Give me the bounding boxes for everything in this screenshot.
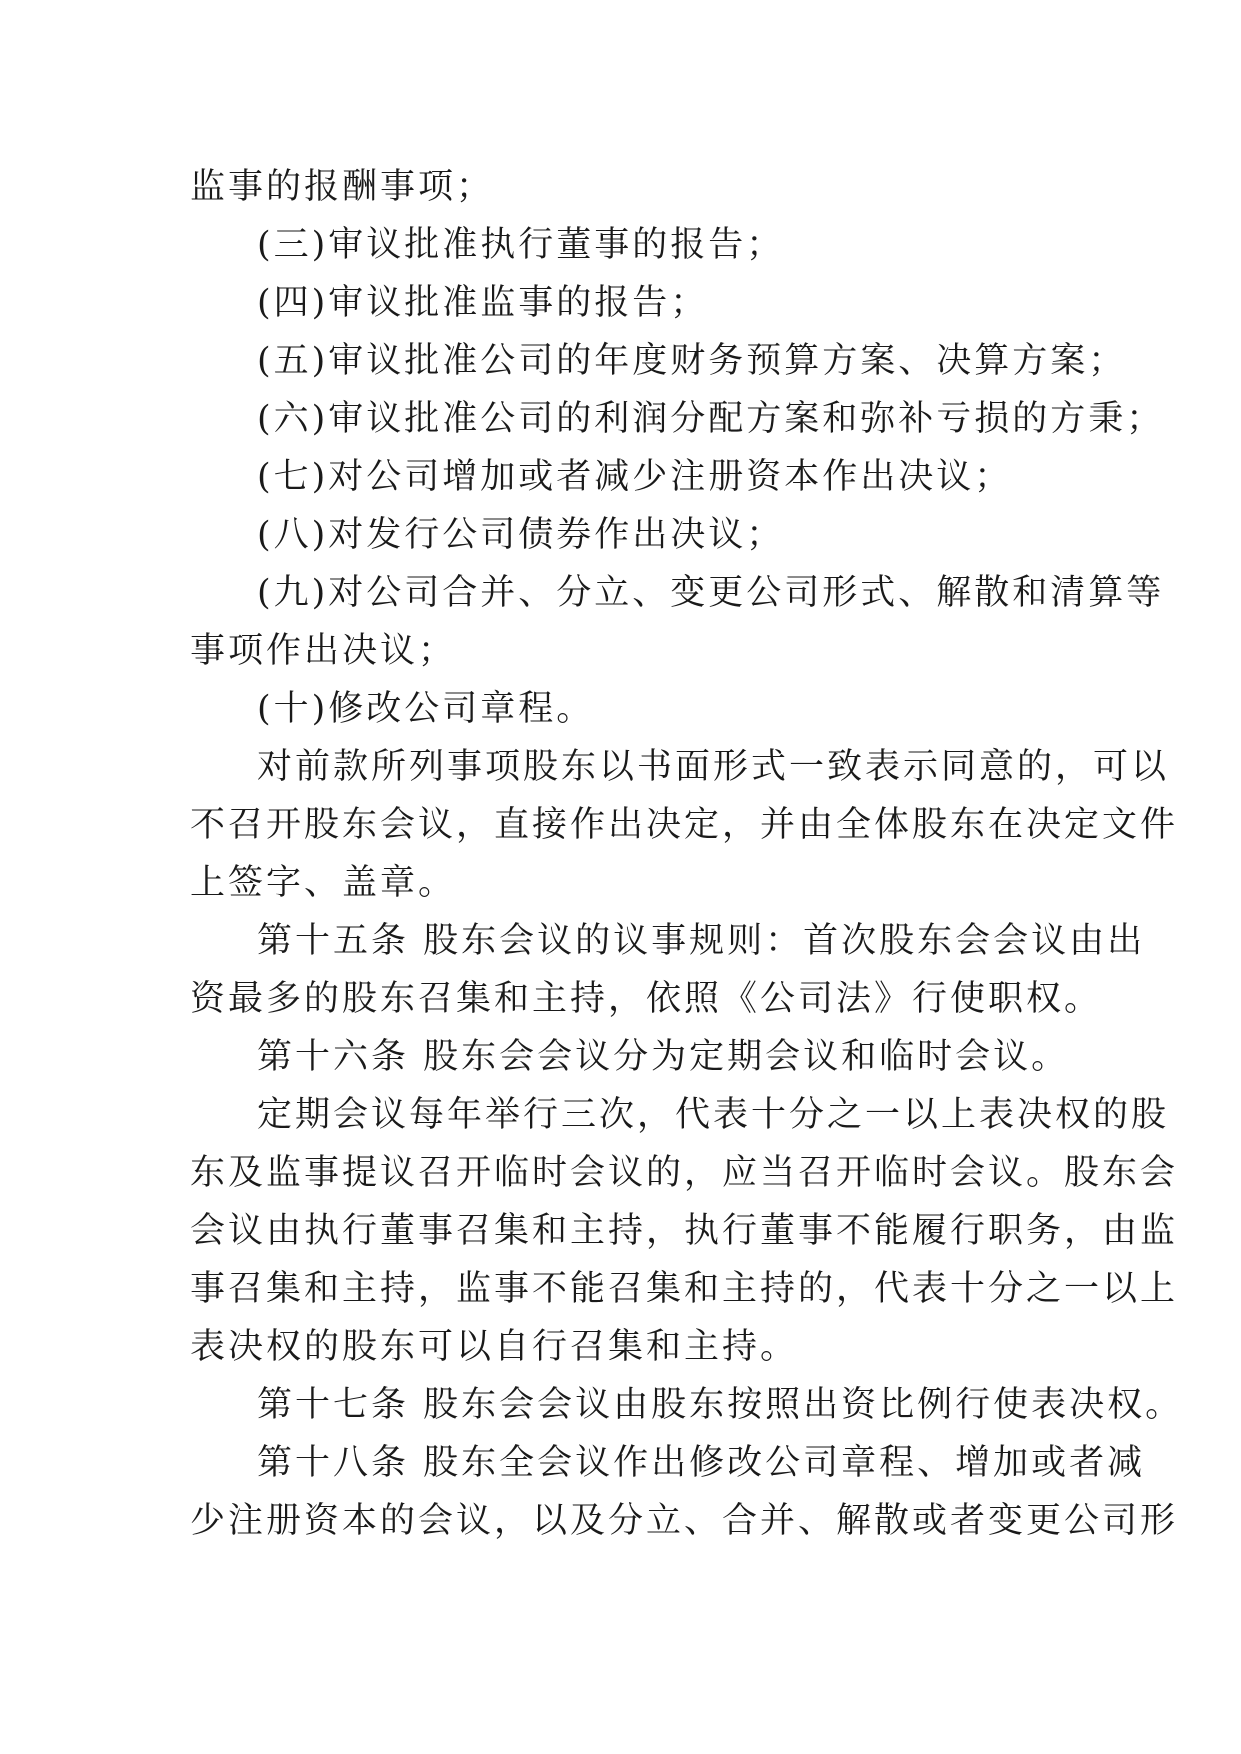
text-line: 监事的报酬事项；	[190, 167, 495, 207]
article-17: 第十七条 股东会会议由股东按照出资比例行使表决权。	[257, 1385, 1184, 1425]
list-item-6: (六)审议批准公司的利润分配方案和弥补亏损的方秉；	[257, 399, 1165, 439]
paragraph-line: 定期会议每年举行三次，代表十分之一以上表决权的股	[257, 1095, 1170, 1135]
text-line: 表决权的股东可以自行召集和主持。	[190, 1327, 799, 1367]
list-item-7: (七)对公司增加或者减少注册资本作出决议；	[257, 457, 1013, 497]
text-line: 资最多的股东召集和主持，依照《公司法》行使职权。	[190, 979, 1103, 1019]
list-item-9: (九)对公司合并、分立、变更公司形式、解散和清算等	[257, 573, 1165, 613]
text-line: 会议由执行董事召集和主持，执行董事不能履行职务，由监	[190, 1211, 1179, 1251]
list-item-10: (十)修改公司章程。	[257, 689, 595, 729]
list-item-5: (五)审议批准公司的年度财务预算方案、决算方案；	[257, 341, 1127, 381]
article-16: 第十六条 股东会会议分为定期会议和临时会议。	[257, 1037, 1070, 1077]
text-line: 少注册资本的会议，以及分立、合并、解散或者变更公司形	[190, 1501, 1179, 1541]
list-item-4: (四)审议批准监事的报告；	[257, 283, 709, 323]
text-line: 上签字、盖章。	[190, 863, 457, 903]
paragraph-line: 对前款所列事项股东以书面形式一致表示同意的，可以	[257, 747, 1170, 787]
text-line: 事召集和主持，监事不能召集和主持的，代表十分之一以上	[190, 1269, 1179, 1309]
text-line: 不召开股东会议，直接作出决定，并由全体股东在决定文件	[190, 805, 1179, 845]
article-15: 第十五条 股东会议的议事规则：首次股东会会议由出	[257, 921, 1146, 961]
list-item-8: (八)对发行公司债券作出决议；	[257, 515, 785, 555]
text-line: 事项作出决议；	[190, 631, 457, 671]
article-18: 第十八条 股东全会议作出修改公司章程、增加或者减	[257, 1443, 1146, 1483]
list-item-3: (三)审议批准执行董事的报告；	[257, 225, 785, 265]
text-line: 东及监事提议召开临时会议的，应当召开临时会议。股东会	[190, 1153, 1179, 1193]
